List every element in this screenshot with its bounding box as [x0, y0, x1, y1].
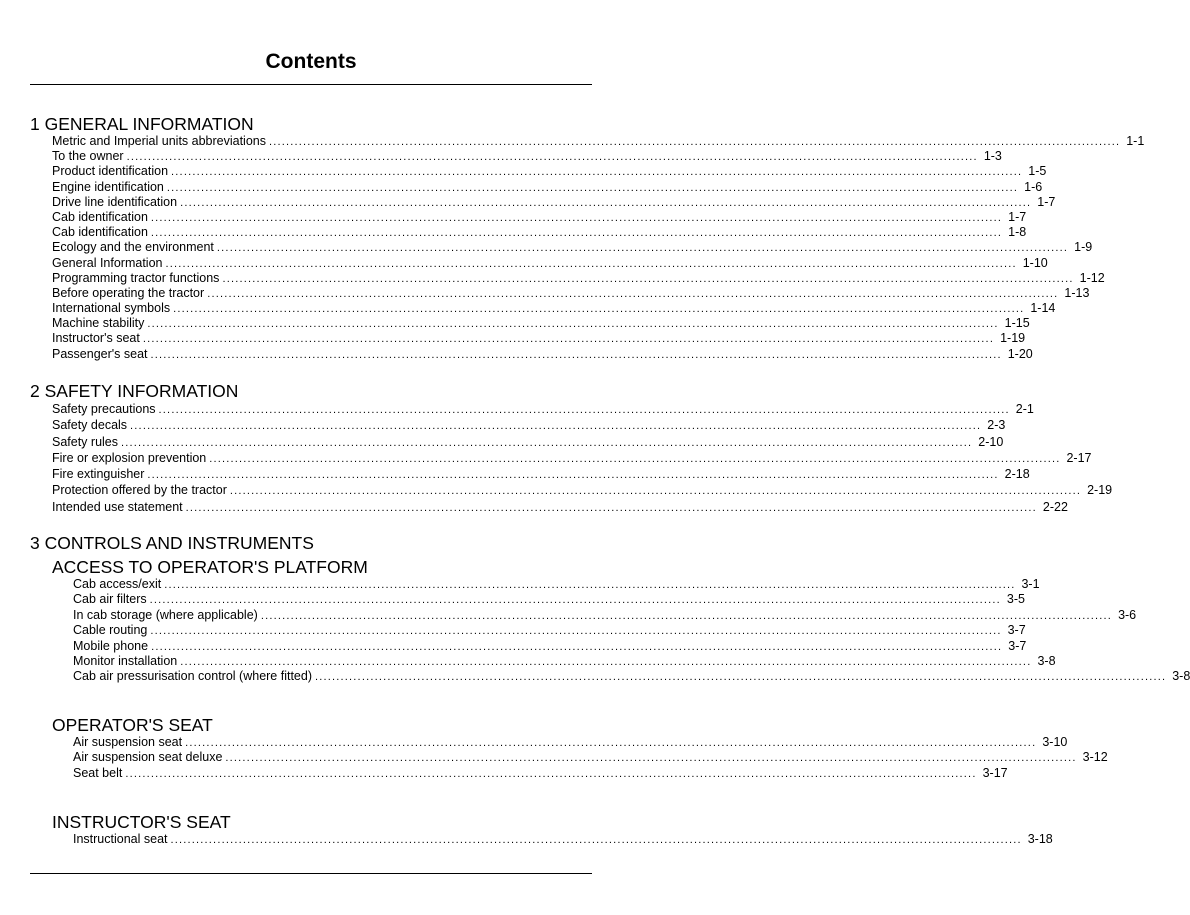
toc-entry-label: Programming tractor functions: [52, 270, 220, 285]
toc-leader-dots: ........................................................................................................................................................................................................: [185, 736, 1037, 749]
toc-entry-page: 2-3: [987, 418, 1006, 433]
toc-leader-dots: ........................................................................................................................................................................................................: [142, 333, 995, 346]
toc-leader-dots: ........................................................................................................................................................................................................: [180, 196, 1032, 209]
toc-entry[interactable]: [52, 134, 1145, 149]
toc-entry[interactable]: [52, 225, 1027, 240]
page-title: Contents: [265, 50, 357, 73]
toc-entry-page: 1-15: [1004, 316, 1030, 331]
toc-entry-page: 1-19: [1000, 331, 1026, 346]
toc-entry[interactable]: [73, 669, 1190, 684]
toc-entry-page: 1-1: [1126, 134, 1145, 148]
toc-entry-label: Safety precautions: [52, 402, 156, 416]
toc-entry-page: 1-6: [1024, 179, 1043, 194]
toc-entry[interactable]: [52, 179, 1043, 195]
toc-entry-label: To the owner: [52, 149, 124, 164]
toc-entry-page: 3-8: [1172, 669, 1190, 684]
toc-entry-label: Intended use statement: [52, 499, 183, 514]
toc-entry-label: Air suspension seat: [73, 734, 183, 749]
toc-leader-dots: ........................................................................................................................................................................................................: [173, 303, 1025, 316]
toc-entry-label: Before operating the tractor: [52, 285, 205, 300]
section-heading: 1 GENERAL INFORMATION: [30, 114, 254, 134]
toc-leader-dots: ........................................................................................................................................................................................................: [222, 272, 1074, 285]
toc-entry[interactable]: [52, 164, 1047, 179]
toc-entry-label: Machine stability: [52, 316, 145, 331]
toc-entry-label: Engine identification: [52, 179, 164, 194]
toc-entry-label: In cab storage (where applicable): [73, 607, 258, 622]
toc-entry-label: International symbols: [52, 301, 171, 316]
toc-entry-label: Instructional seat: [73, 831, 168, 846]
subsection-heading: ACCESS TO OPERATOR'S PLATFORM: [52, 557, 368, 577]
toc-leader-dots: ........................................................................................................................................................................................................: [121, 436, 973, 449]
toc-entry-label: Instructor's seat: [52, 331, 140, 346]
toc-entry[interactable]: [73, 734, 1068, 750]
toc-entry[interactable]: [52, 482, 1113, 498]
toc-entry-label: Fire extinguisher: [52, 467, 145, 482]
toc-entry-page: 1-12: [1079, 270, 1105, 285]
toc-entry[interactable]: [73, 831, 1053, 847]
toc-leader-dots: ........................................................................................................................................................................................................: [180, 655, 1032, 668]
toc-entry[interactable]: [73, 577, 1040, 592]
toc-leader-dots: ........................................................................................................................................................................................................: [171, 166, 1023, 179]
toc-entry[interactable]: [73, 638, 1027, 654]
section-heading: 3 CONTROLS AND INSTRUMENTS: [30, 533, 314, 553]
toc-entry[interactable]: [52, 450, 1092, 466]
toc-entry[interactable]: [73, 592, 1025, 607]
toc-entry[interactable]: [52, 270, 1105, 286]
toc-entry[interactable]: [52, 316, 1030, 331]
toc-leader-dots: ........................................................................................................................................................................................................: [269, 136, 1121, 148]
toc-entry[interactable]: [73, 607, 1137, 623]
section-safety-information: [30, 381, 1113, 515]
toc-entry[interactable]: [52, 417, 1006, 433]
toc-entry-page: 1-7: [1008, 209, 1027, 224]
toc-entry-page: 3-8: [1037, 653, 1056, 668]
toc-entry-page: 3-18: [1027, 831, 1053, 846]
toc-entry-page: 1-3: [983, 149, 1002, 164]
toc-leader-dots: ........................................................................................................................................................................................................: [147, 318, 999, 331]
toc-entry-label: Fire or explosion prevention: [52, 450, 207, 465]
toc-leader-dots: ........................................................................................................................................................................................................: [158, 404, 1010, 416]
toc-leader-dots: ........................................................................................................................................................................................................: [225, 752, 1077, 765]
toc-entry[interactable]: [73, 765, 1008, 781]
toc-leader-dots: ........................................................................................................................................................................................................: [260, 609, 1113, 622]
toc-leader-dots: ........................................................................................................................................................................................................: [125, 767, 977, 780]
toc-leader-dots: ........................................................................................................................................................................................................: [207, 287, 1059, 300]
toc-leader-dots: ........................................................................................................................................................................................................: [166, 181, 1019, 194]
toc-entry-page: 3-1: [1021, 577, 1040, 591]
toc-entry-page: 1-13: [1064, 285, 1090, 300]
toc-leader-dots: ........................................................................................................................................................................................................: [216, 242, 1069, 255]
toc-entry-page: 2-22: [1042, 499, 1068, 514]
toc-leader-dots: ........................................................................................................................................................................................................: [164, 579, 1016, 591]
toc-entry[interactable]: [52, 209, 1027, 225]
toc-entry-page: 1-7: [1037, 194, 1056, 209]
toc-leader-dots: ........................................................................................................................................................................................................: [130, 420, 982, 433]
toc-entry-label: Monitor installation: [73, 653, 178, 668]
toc-entry-label: Protection offered by the tractor: [52, 483, 227, 498]
toc-entry[interactable]: [52, 466, 1030, 482]
bottom-divider: [30, 873, 592, 874]
toc-entry[interactable]: [73, 623, 1026, 638]
toc-entry-page: 1-8: [1008, 225, 1027, 240]
toc-entry-page: 1-10: [1022, 255, 1048, 270]
toc-entry[interactable]: [73, 653, 1056, 669]
toc-entry-page: 1-5: [1028, 164, 1047, 179]
toc-leader-dots: ........................................................................................................................................................................................................: [185, 501, 1037, 514]
toc-entry-label: Cable routing: [73, 623, 148, 638]
toc-entry[interactable]: [52, 346, 1033, 362]
toc-leader-dots: ........................................................................................................................................................................................................: [165, 257, 1017, 270]
toc-entry-label: General Information: [52, 255, 163, 270]
toc-entry-page: 3-6: [1118, 607, 1137, 622]
toc-entry-page: 2-10: [978, 434, 1004, 449]
toc-leader-dots: ........................................................................................................................................................................................................: [149, 594, 1001, 607]
toc-entry-label: Product identification: [52, 164, 169, 179]
toc-entry-page: 3-10: [1042, 734, 1068, 749]
toc-entry[interactable]: [52, 255, 1048, 271]
toc-entry[interactable]: [73, 750, 1108, 765]
toc-entry-page: 3-7: [1007, 623, 1026, 638]
section-controls-and-instruments: [30, 533, 1190, 847]
toc-entry[interactable]: [52, 194, 1056, 210]
toc-entry[interactable]: [52, 240, 1093, 255]
toc-entry-label: Metric and Imperial units abbreviations: [52, 134, 266, 148]
top-divider: [30, 84, 592, 85]
toc-entry-page: 3-12: [1082, 750, 1108, 765]
toc-entry[interactable]: [52, 434, 1004, 450]
toc-entry-page: 3-17: [982, 765, 1008, 780]
toc-leader-dots: ........................................................................................................................................................................................................: [126, 151, 978, 164]
toc-entry-page: 2-18: [1004, 467, 1030, 482]
toc-entry-label: Mobile phone: [73, 638, 149, 653]
toc-entry-label: Ecology and the environment: [52, 240, 214, 255]
toc-leader-dots: ........................................................................................................................................................................................................: [315, 671, 1167, 684]
toc-leader-dots: ........................................................................................................................................................................................................: [170, 833, 1022, 846]
toc-entry-page: 2-17: [1066, 450, 1092, 465]
toc-entry[interactable]: [52, 285, 1090, 301]
toc-entry-page: 3-7: [1008, 638, 1027, 653]
toc-entry-label: Seat belt: [73, 765, 123, 780]
toc-entry-label: Passenger's seat: [52, 346, 148, 361]
toc-entry-label: Cab identification: [52, 225, 148, 240]
toc-leader-dots: ........................................................................................................................................................................................................: [147, 469, 999, 482]
toc-entry-label: Cab identification: [52, 209, 148, 224]
toc-entry-page: 1-9: [1074, 240, 1093, 255]
toc-entry-label: Air suspension seat deluxe: [73, 750, 223, 765]
toc-leader-dots: ........................................................................................................................................................................................................: [209, 452, 1061, 465]
toc-entry[interactable]: [52, 149, 1002, 164]
toc-leader-dots: ........................................................................................................................................................................................................: [150, 211, 1003, 224]
section-general-information: [30, 114, 1145, 362]
subsection-heading: INSTRUCTOR'S SEAT: [52, 811, 231, 832]
section-heading: 2 SAFETY INFORMATION: [30, 381, 239, 401]
toc-entry-label: Drive line identification: [52, 194, 178, 209]
toc-leader-dots: ........................................................................................................................................................................................................: [150, 227, 1003, 240]
toc-entry-label: Cab air filters: [73, 592, 147, 607]
toc-leader-dots: ........................................................................................................................................................................................................: [150, 625, 1002, 638]
toc-leader-dots: ........................................................................................................................................................................................................: [151, 640, 1003, 653]
toc-entry-label: Safety decals: [52, 418, 128, 433]
toc-entry-label: Cab air pressurisation control (where fitted): [73, 669, 312, 684]
toc-leader-dots: ........................................................................................................................................................................................................: [229, 485, 1082, 498]
toc-entry[interactable]: [52, 301, 1056, 316]
toc-entry-page: 2-19: [1087, 483, 1113, 498]
toc-entry-label: Safety rules: [52, 434, 119, 449]
subsection-heading: OPERATOR'S SEAT: [52, 714, 213, 735]
toc-entry-page: 1-20: [1007, 346, 1033, 361]
toc-entry[interactable]: [52, 401, 1034, 417]
toc-entry[interactable]: [52, 331, 1026, 346]
toc-leader-dots: ........................................................................................................................................................................................................: [150, 348, 1002, 361]
toc-entry[interactable]: [52, 499, 1068, 515]
toc-entry-page: 3-5: [1006, 592, 1025, 607]
toc-entry-label: Cab access/exit: [73, 577, 162, 591]
toc-entry-page: 2-1: [1015, 402, 1034, 416]
toc-entry-page: 1-14: [1030, 301, 1056, 316]
